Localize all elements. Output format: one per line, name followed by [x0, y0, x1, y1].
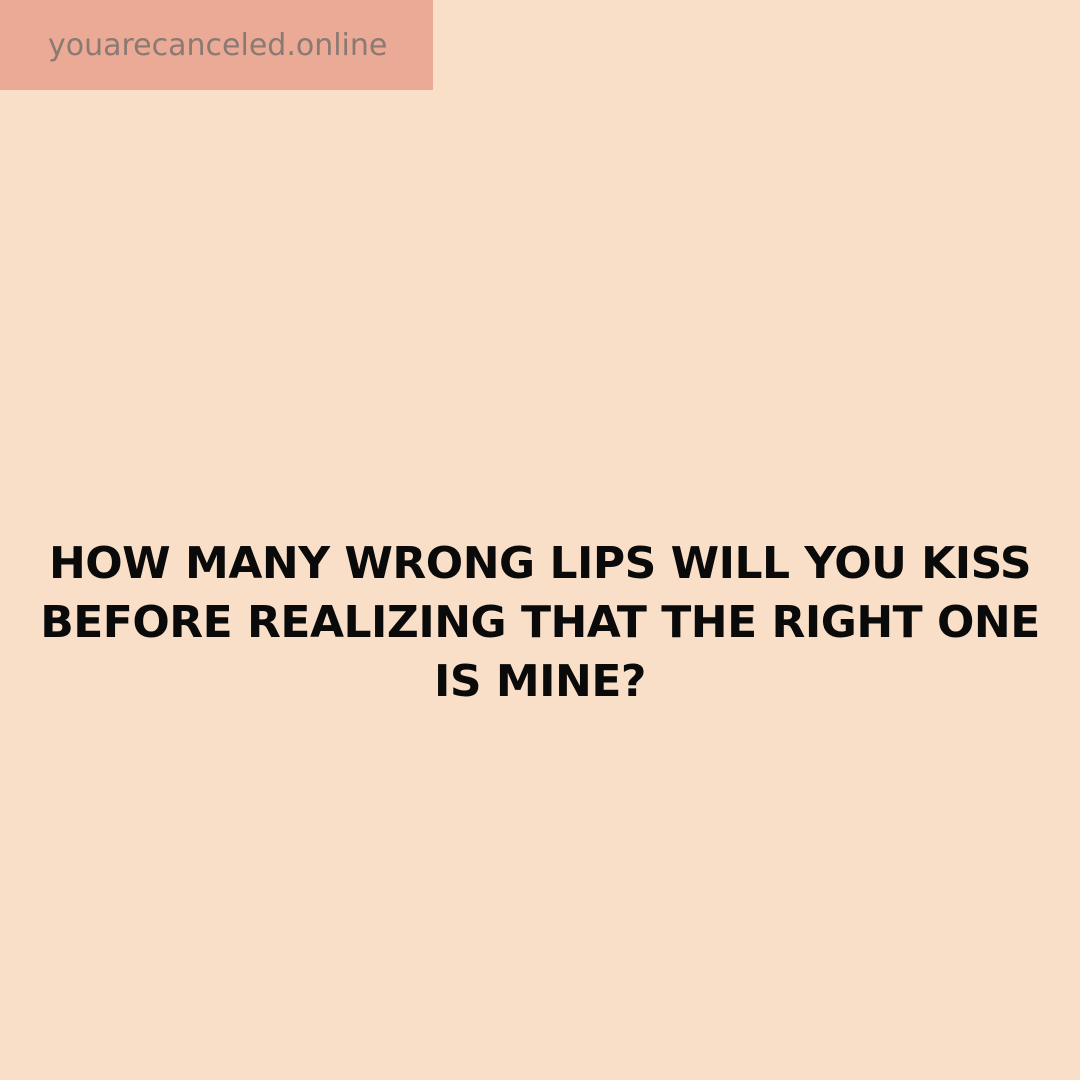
site-banner — [0, 0, 433, 90]
quote-text: HOW MANY WRONG LIPS WILL YOU KISS BEFORE REALIZING THAT THE RIGHT ONE IS MINE? — [40, 538, 1040, 707]
quote-container — [40, 534, 1040, 711]
site-url: youarecanceled.online — [48, 27, 388, 63]
